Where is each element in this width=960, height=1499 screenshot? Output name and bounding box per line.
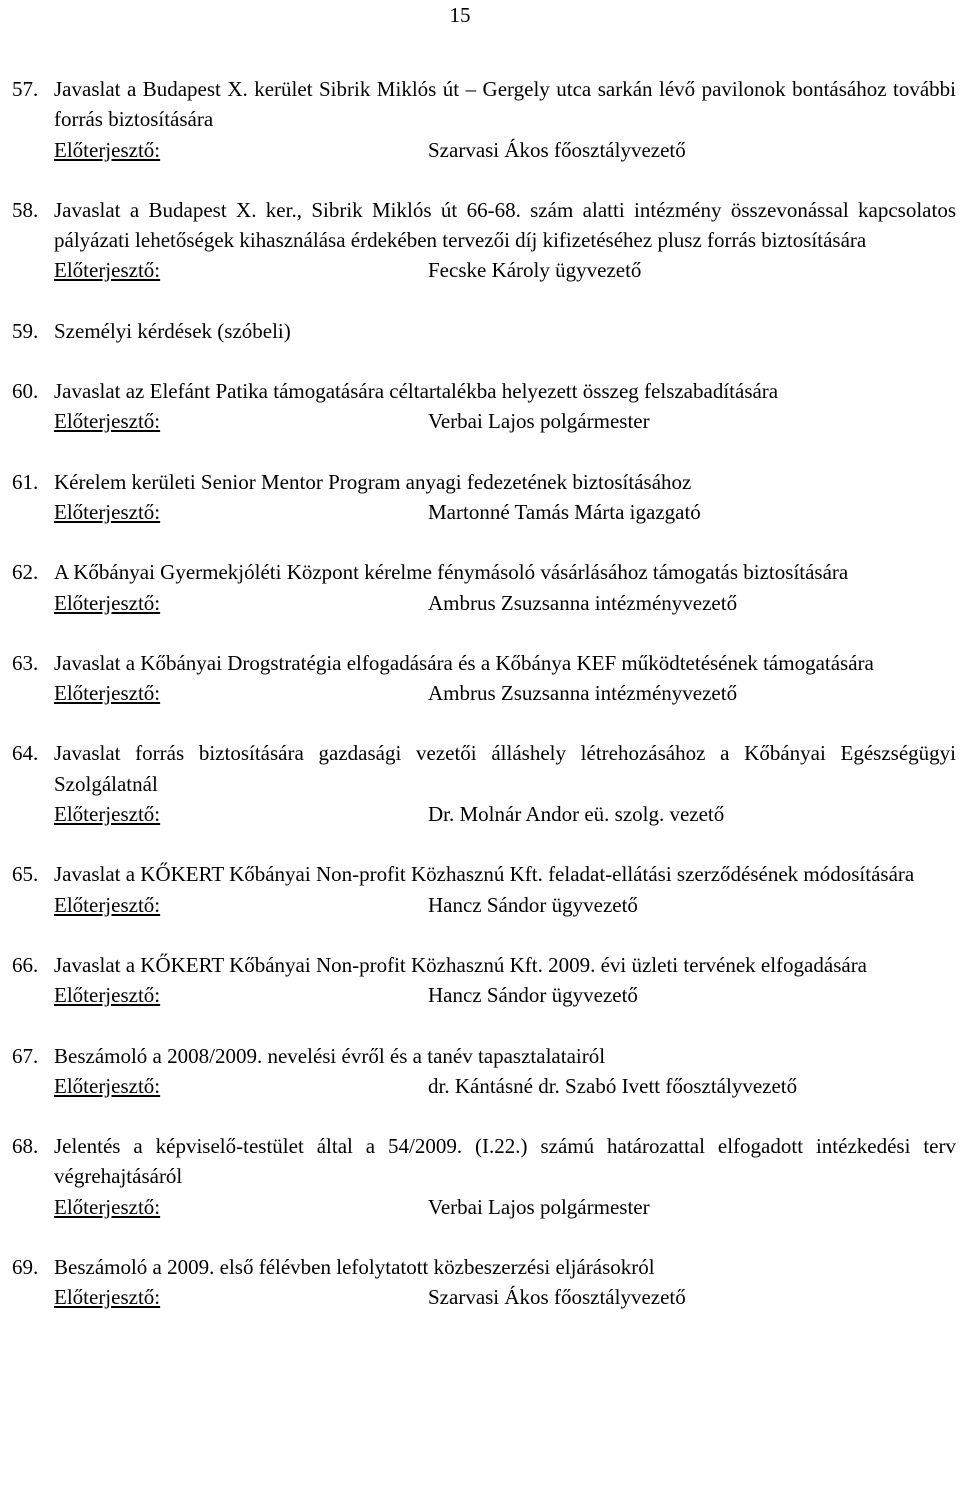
item-number: 64.: [12, 741, 39, 766]
item-number: 59.: [12, 318, 39, 343]
item-title: Javaslat a Budapest X. ker., Sibrik Miklós út 66-68. szám alatti intézmény összevonással kapcsolatos pályázati lehetőségek kihasználása érdekében tervezői díj kifizetéséhez plusz forrás biztosítására: [54, 197, 956, 253]
agenda-item-64: [12, 738, 956, 829]
item-number: 61.: [12, 469, 39, 494]
item-number: 65.: [12, 862, 39, 887]
item-title: Javaslat a Budapest X. kerület Sibrik Miklós út – Gergely utca sarkán lévő pavilonok bontásához további forrás biztosítására: [54, 77, 956, 132]
item-title: Javaslat a KŐKERT Kőbányai Non-profit Közhasznú Kft. 2009. évi üzleti tervének elfogadására: [54, 952, 868, 977]
presenter-line: [54, 497, 956, 527]
agenda-item-62: [12, 557, 956, 618]
agenda-item-58: [12, 195, 956, 286]
agenda-item-57: [12, 74, 956, 165]
presenter-line: [54, 1282, 956, 1312]
item-number: 57.: [12, 77, 39, 101]
item-number: 66.: [12, 952, 39, 977]
item-number: 58.: [12, 197, 39, 222]
agenda-list: [12, 74, 956, 1343]
presenter-name: Verbai Lajos polgármester: [428, 1194, 650, 1219]
agenda-item-63: [12, 648, 956, 709]
agenda-item-69: [12, 1252, 956, 1313]
presenter-name: Hancz Sándor ügyvezető: [428, 983, 638, 1008]
presenter-name: Fecske Károly ügyvezető: [428, 258, 642, 283]
presenter-label: Előterjesztő:: [54, 258, 161, 283]
presenter-label: Előterjesztő:: [54, 499, 161, 524]
presenter-label: Előterjesztő:: [54, 409, 161, 434]
item-title: Kérelem kerületi Senior Mentor Program anyagi fedezetének biztosításához: [54, 469, 692, 494]
item-number: 67.: [12, 1043, 39, 1068]
presenter-line: [54, 588, 956, 618]
item-number: 68.: [12, 1134, 39, 1159]
presenter-name: Martonné Tamás Márta igazgató: [428, 499, 701, 524]
presenter-line: [54, 1071, 956, 1101]
presenter-line: [54, 980, 956, 1010]
presenter-line: [54, 799, 956, 829]
presenter-name: Dr. Molnár Andor eü. szolg. vezető: [428, 802, 725, 827]
item-title: Javaslat forrás biztosítására gazdasági vezetői álláshely létrehozásához a Kőbányai Egészségügyi Szolgálatnál: [54, 741, 956, 796]
presenter-line: [54, 255, 956, 285]
presenter-label: Előterjesztő:: [54, 137, 161, 162]
agenda-item-60: [12, 376, 956, 437]
item-title: Személyi kérdések (szóbeli): [54, 318, 291, 343]
presenter-line: [54, 406, 956, 436]
item-title: Javaslat a KŐKERT Kőbányai Non-profit Közhasznú Kft. feladat-ellátási szerződésének módosítására: [54, 862, 915, 887]
item-title: A Kőbányai Gyermekjóléti Központ kérelme fénymásoló vásárlásához támogatás biztosítására: [54, 560, 849, 585]
presenter-name: dr. Kántásné dr. Szabó Ivett főosztályvezető: [428, 1073, 798, 1098]
presenter-label: Előterjesztő:: [54, 983, 161, 1008]
presenter-name: Ambrus Zsuzsanna intézményvezető: [428, 681, 738, 706]
item-number: 69.: [12, 1255, 39, 1280]
presenter-label: Előterjesztő:: [54, 681, 161, 706]
item-number: 63.: [12, 650, 39, 675]
item-title: Javaslat a Kőbányai Drogstratégia elfogadására és a Kőbánya KEF működtetésének támogatására: [54, 650, 874, 675]
item-title: Jelentés a képviselő-testület által a 54/2009. (I.22.) számú határozattal elfogadott intézkedési terv végrehajtásáról: [54, 1134, 956, 1189]
presenter-label: Előterjesztő:: [54, 802, 161, 827]
item-number: 62.: [12, 560, 39, 585]
presenter-name: Ambrus Zsuzsanna intézményvezető: [428, 590, 738, 615]
agenda-item-61: [12, 467, 956, 528]
presenter-line: [54, 890, 956, 920]
presenter-label: Előterjesztő:: [54, 1285, 161, 1310]
agenda-item-66: [12, 950, 956, 1011]
presenter-label: Előterjesztő:: [54, 590, 161, 615]
item-title: Javaslat az Elefánt Patika támogatására céltartalékba helyezett összeg felszabadítására: [54, 379, 779, 404]
agenda-item-59: [12, 316, 956, 346]
item-title: Beszámoló a 2009. első félévben lefolytatott közbeszerzési eljárásokról: [54, 1255, 655, 1280]
page-number: 15: [449, 3, 471, 27]
presenter-name: Szarvasi Ákos főosztályvezető: [428, 137, 686, 162]
presenter-line: [54, 678, 956, 708]
presenter-name: Szarvasi Ákos főosztályvezető: [428, 1285, 686, 1310]
item-number: 60.: [12, 379, 39, 404]
presenter-label: Előterjesztő:: [54, 892, 161, 917]
presenter-label: Előterjesztő:: [54, 1194, 161, 1219]
agenda-item-67: [12, 1041, 956, 1102]
agenda-item-65: [12, 859, 956, 920]
item-title: Beszámoló a 2008/2009. nevelési évről és a tanév tapasztalatairól: [54, 1043, 606, 1068]
presenter-line: [54, 1192, 956, 1222]
presenter-label: Előterjesztő:: [54, 1073, 161, 1098]
agenda-item-68: [12, 1131, 956, 1222]
presenter-line: [54, 135, 956, 165]
presenter-name: Verbai Lajos polgármester: [428, 409, 650, 434]
presenter-name: Hancz Sándor ügyvezető: [428, 892, 638, 917]
